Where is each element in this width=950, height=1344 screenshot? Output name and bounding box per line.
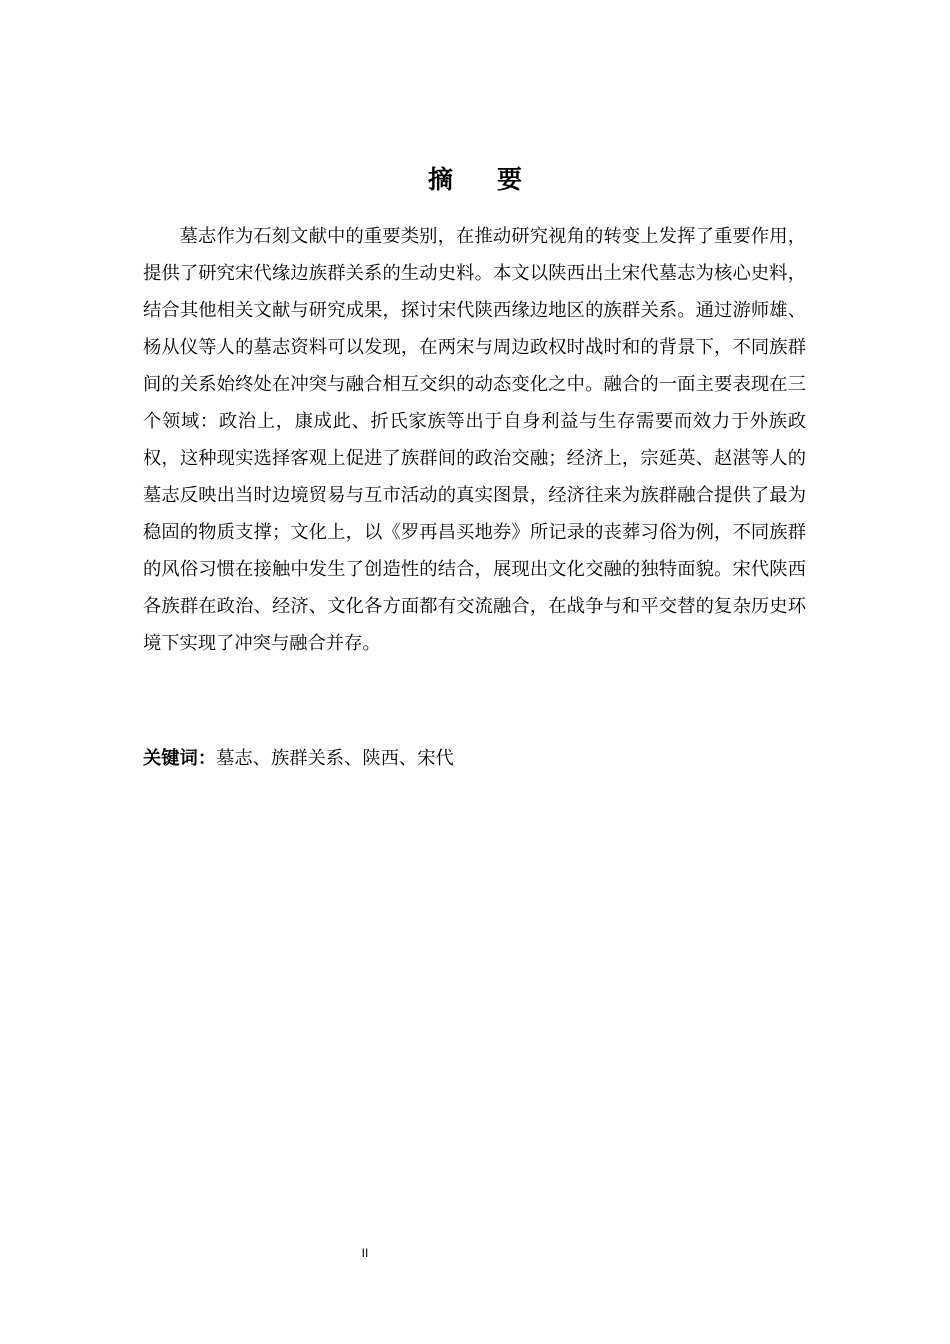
- keywords-label: 关键词：: [143, 748, 217, 769]
- abstract-paragraph: 墓志作为石刻文献中的重要类别，在推动研究视角的转变上发挥了重要作用，提供了研究宋代缘边族群关系的生动史料。本文以陕西出土宋代墓志为核心史料，结合其他相关文献与研究成果，探讨宋代陕西缘边地区的族群关系。通过游师雄、杨从仪等人的墓志资料可以发现，在两宋与周边政权时战时和的背景下，不同族群间的关系始终处在冲突与融合相互交织的动态变化之中。融合的一面主要表现在三个领域：政治上，康成此、折氏家族等出于自身利益与生存需要而效力于外族政权，这种现实选择客观上促进了族群间的政治交融；经济上，宗延英、赵湛等人的墓志反映出当时边境贸易与互市活动的真实图景，经济往来为族群融合提供了最为稳固的物质支撑；文化上，以《罗再昌买地券》所记录的丧葬习俗为例，不同族群的风俗习惯在接触中发生了创造性的结合，展现出文化交融的独特面貌。宋代陕西各族群在政治、经济、文化各方面都有交流融合，在战争与和平交替的复杂历史环境下实现了冲突与融合并存。: [143, 226, 806, 654]
- title-char-1: 摘: [427, 165, 453, 194]
- abstract-title: [0, 160, 950, 200]
- keywords-line: [143, 742, 806, 776]
- title-char-2: 要: [497, 165, 523, 194]
- keywords-text: 墓志、族群关系、陕西、宋代: [216, 748, 454, 769]
- page-number: II: [361, 1246, 369, 1260]
